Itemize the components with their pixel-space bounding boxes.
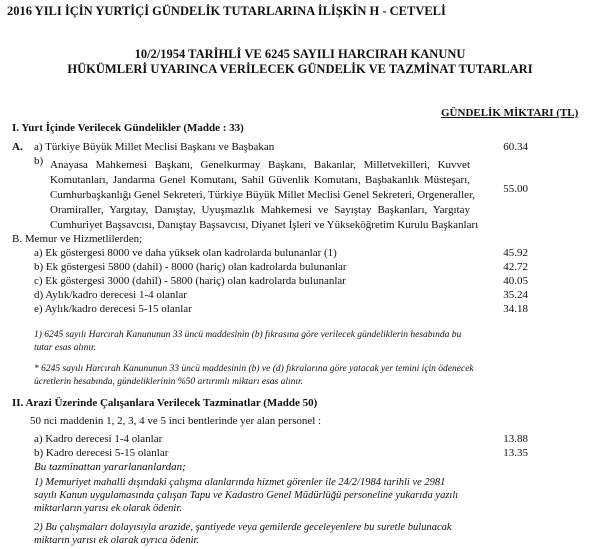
amount-b-c: 40.05 [503, 275, 528, 287]
law-subtitle-line-2: HÜKÜMLERİ UYARINCA VERİLECEK GÜNDELİK VE TAZMİNAT TUTARLARI [67, 62, 533, 76]
footnote-1: 1) 6245 sayılı Harcırah Kanununun 33 üncü maddesinin (b) fıkrasına göre verilecek gündeliklerin hesabında bu tutar esas alınır. [34, 330, 462, 353]
amount-b-a: 45.92 [503, 247, 528, 259]
section-1-heading: I. Yurt İçinde Verilecek Gündelikler (Madde : 33) [12, 122, 244, 134]
section-1-a-item-a: a) Türkiye Büyük Millet Meclisi Başkanı ve Başbakan [34, 141, 275, 153]
item-b-line: Cumhurbaşkanlığı Genel Sekreteri, Türkiye Büyük Millet Meclisi Genel Sekreteri, Orgeneraller, [50, 189, 475, 201]
section-2-note-intro: Bu tazminattan yararlananlardan; [34, 461, 186, 473]
section-2-item-a: a) Kadro derecesi 1-4 olanlar [34, 433, 163, 445]
law-subtitle-line-1: 10/2/1954 TARİHLİ VE 6245 SAYILI HARCIRAH KANUNU [134, 47, 466, 61]
amount-2-a: 13.88 [503, 433, 528, 445]
section-2-intro: 50 nci maddenin 1, 2, 3, 4 ve 5 inci bentlerinde yer alan personel : [30, 415, 322, 427]
item-b-line: Oramiraller, Yargıtay, Danıştay, Uyuşmazlık Mahkemesi ve Sayıştay Başkanları, Yargıtay [50, 204, 470, 216]
section-2-note-2: 2) Bu çalışmaları dolayısıyla arazide, şantiyede veya gemilerde geceleyenlere bu suretle bulunacak miktarın yarısı ek olarak ayrıca ödenir. [34, 522, 452, 546]
section-1-b-heading: B. Memur ve Hizmetlilerden; [12, 233, 143, 245]
section-1-a-item-b-text [50, 158, 479, 233]
document-title: 2016 YILI İÇİN YURTİÇİ GÜNDELİK TUTARLARINA İLİŞKİN H - CETVELİ [7, 4, 446, 18]
section-1-a-letter: A. [12, 141, 23, 153]
item-b-line: Komutanları, Jandarma Genel Komutanı, Sahil Güvenlik Komutanı, Başbakanlık Müsteşarı, [50, 174, 470, 186]
footnote-2: * 6245 sayılı Harcırah Kanununun 33 üncü maddesinin (b) ve (d) fıkralarına göre yatacak yer temini için ödenecek ücretlerin hesabında, gündeliklerinin %50 artırımlı miktarı esas alınır. [34, 364, 474, 387]
section-1-b-item-a: a) Ek göstergesi 8000 ve daha yüksek olan kadrolarda bulunanlar (1) [34, 247, 337, 259]
amount-b-e: 34.18 [503, 303, 528, 315]
section-1-b-item-c: c) Ek göstergesi 3000 (dahil) - 5800 (hariç) olan kadrolarda bulunanlar [34, 275, 346, 287]
amount-a-b: 55.00 [503, 183, 528, 195]
section-1-a-item-b-letter: b) [34, 155, 44, 167]
amount-a-a: 60.34 [503, 141, 528, 153]
section-2-note-1: 1) Memuriyet mahalli dışındaki çalışma alanlarında hizmet görenler ile 24/2/1984 tarihli ve 2981 sayılı Kanun uygulamasında çalışan Tapu ve Kadastro Genel Müdürlüğü personeline yukarıda yazılı miktarların yarısı ek olarak ödenir. [34, 477, 459, 514]
item-b-line: Anayasa Mahkemesi Başkanı, Genelkurmay Başkanı, Bakanlar, Milletvekilleri, Kuvvet [50, 159, 470, 171]
amount-b-d: 35.24 [503, 289, 528, 301]
item-b-line: Cumhuriyet Başsavcısı, Danıştay Başsavcısı, Diyanet İşleri ve Yükseköğretim Kurulu Başkanları [50, 219, 479, 231]
section-1-b-item-e: e) Aylık/kadro derecesi 5-15 olanlar [34, 303, 192, 315]
amount-column-header: GÜNDELİK MİKTARI (TL) [441, 107, 579, 119]
amount-2-b: 13.35 [503, 447, 528, 459]
section-2-item-b: b) Kadro derecesi 5-15 olanlar [34, 447, 169, 459]
amount-b-b: 42.72 [503, 261, 528, 273]
section-2-heading: II. Arazi Üzerinde Çalışanlara Verilecek Tazminatlar (Madde 50) [12, 397, 318, 409]
section-1-b-item-d: d) Aylık/kadro derecesi 1-4 olanlar [34, 289, 187, 301]
section-1-b-item-b: b) Ek göstergesi 5800 (dahil) - 8000 (hariç) olan kadrolarda bulunanlar [34, 261, 347, 273]
